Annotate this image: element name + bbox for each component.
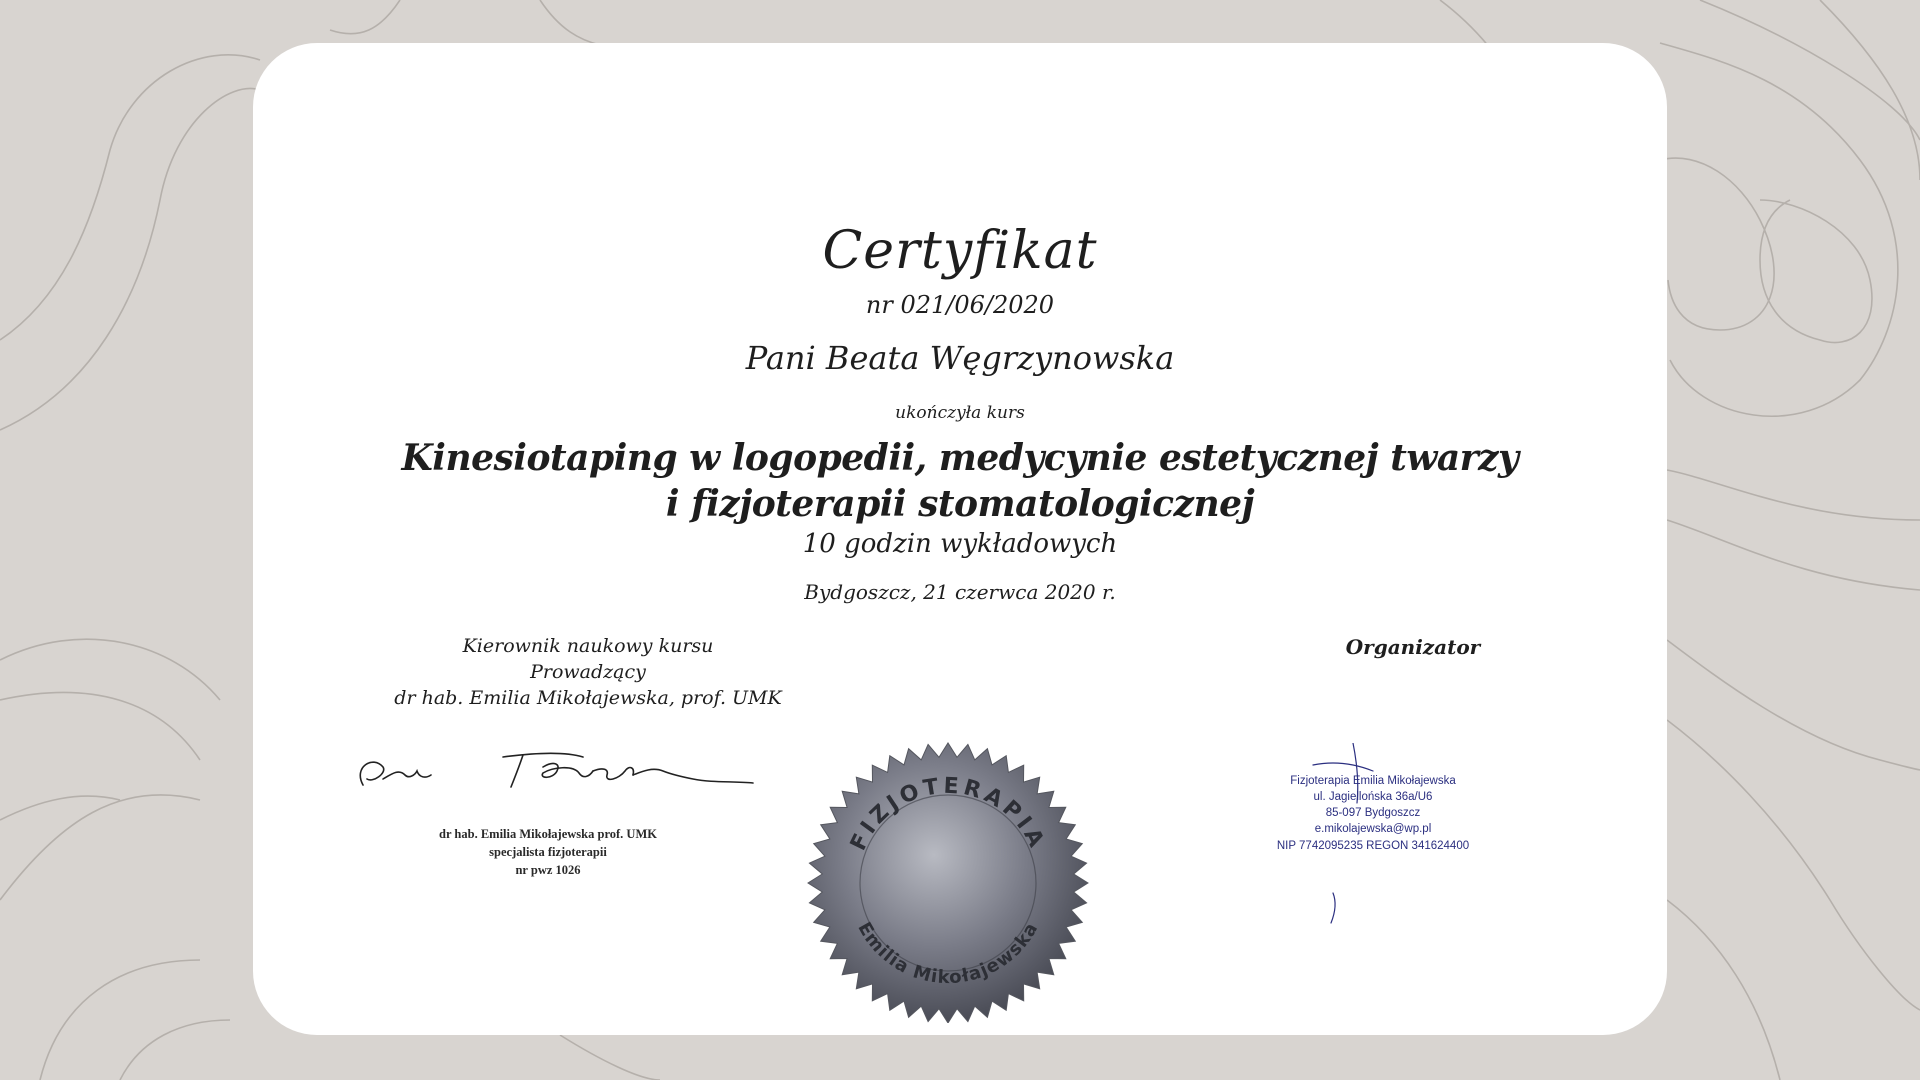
leader-stamp-line: nr pwz 1026	[515, 863, 581, 877]
leader-name: dr hab. Emilia Mikołajewska, prof. UMK	[394, 687, 782, 709]
certificate-number: nr 021/06/2020	[865, 291, 1055, 319]
recipient-name: Pani Beata Węgrzynowska	[745, 339, 1175, 377]
seal-bottom-text: Emilia Mikołajewska	[853, 918, 1043, 989]
seal-top-text: FIZJOTERAPIA	[845, 773, 1051, 855]
leader-subrole: Prowadzący	[530, 661, 646, 683]
organizer-label: Organizator	[1345, 635, 1481, 659]
certificate-card	[253, 43, 1667, 1035]
embossed-seal	[798, 733, 1098, 1023]
signature-image	[343, 727, 763, 807]
organizer-stamp-line: e.mikolajewska@wp.pl	[1314, 823, 1432, 835]
organizer-stamp-line: ul. Jagiellońska 36a/U6	[1313, 791, 1433, 803]
leader-stamp-line: dr hab. Emilia Mikołajewska prof. UMK	[439, 827, 657, 841]
certificate-title: Certyfikat	[822, 221, 1098, 281]
course-hours: 10 godzin wykładowych	[802, 529, 1118, 559]
place-and-date: Bydgoszcz, 21 czerwca 2020 r.	[804, 580, 1116, 604]
course-title-line-2: i fizjoterapii stomatologicznej	[665, 483, 1255, 525]
organizer-signature-mark	[1253, 743, 1453, 933]
leader-role: Kierownik naukowy kursu	[462, 635, 714, 657]
completed-label: ukończyła kurs	[895, 403, 1025, 423]
organizer-stamp-line: NIP 7742095235 REGON 341624400	[1276, 840, 1470, 852]
leader-stamp-line: specjalista fizjoterapii	[489, 845, 607, 859]
course-title-line-1: Kinesiotaping w logopedii, medycynie estetycznej twarzy	[401, 437, 1519, 479]
organizer-stamp-line: 85-097 Bydgoszcz	[1325, 807, 1421, 819]
organizer-stamp-line: Fizjoterapia Emilia Mikołajewska	[1290, 775, 1456, 787]
